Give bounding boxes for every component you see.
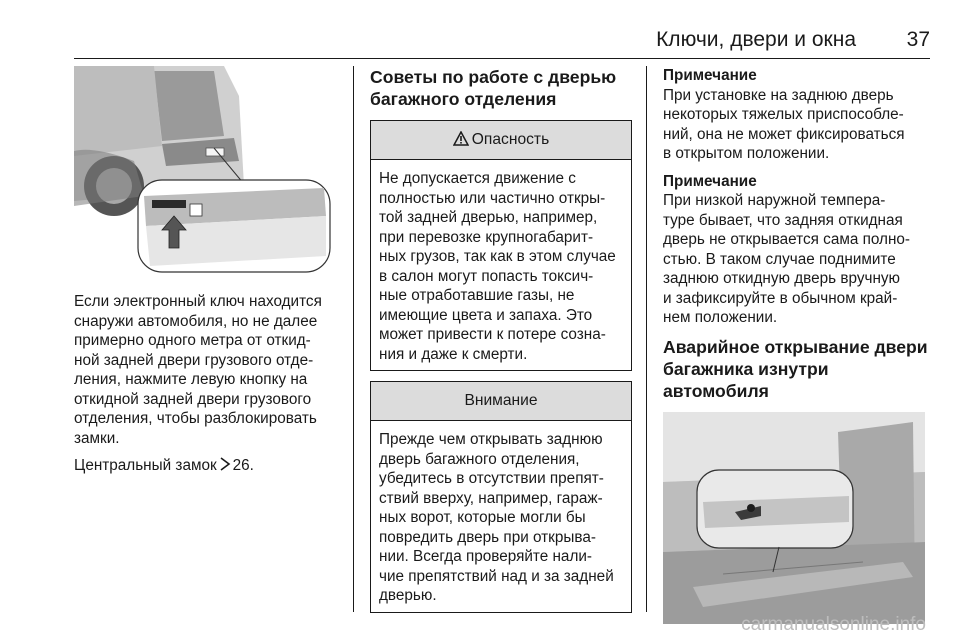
- danger-box-text: Не допускается движение с полностью или частично откры- той задней дверью, например, при перевозке крупногабарит- ных грузов, так как в этом случае в салон могут попасть токсич- ные отработавшие газы, не имеющие цвета и запаха. Это может привести к потере созна- ния и даже к смерти.: [379, 170, 616, 363]
- tailgate-unlock-paragraph: Если электронный ключ находится снаружи автомобиля, но не далее примерно одного метра от откид- ной задней двери грузового отде- ления, нажмите левую кнопку на откидной задней двери грузового отделения, чтобы разблокировать замки.: [74, 293, 322, 447]
- page-number: 37: [906, 28, 930, 51]
- danger-box-header: [371, 121, 631, 160]
- watermark: carmanualsonline.info: [741, 614, 926, 635]
- header-divider: [74, 58, 930, 59]
- central-lock-text: Центральный замок: [74, 457, 217, 474]
- note-1-text: При установке на заднюю дверь некоторых тяжелых приспособле- ний, она не может фиксироваться в открытом положении.: [663, 86, 905, 162]
- section-heading-emergency-opening: Аварийное открывание двери багажника изнутри автомобиля: [663, 336, 928, 401]
- column-2: [370, 66, 632, 623]
- central-lock-reference: [74, 456, 338, 477]
- central-lock-page: 26.: [232, 457, 254, 474]
- note-1-label: Примечание: [663, 67, 757, 84]
- column-divider-left: [353, 66, 354, 612]
- column-1: [74, 66, 338, 485]
- section-heading-tailgate-tips: Советы по работе с дверью багажного отделения: [370, 67, 617, 109]
- column-divider-right: [646, 66, 647, 612]
- caution-box-text: Прежде чем открывать заднюю дверь багажного отделения, убедитесь в отсутствии препят- ствий вверху, например, гараж- ных ворот, которые могли бы повредить дверь при открыва- нии. Всегда проверяйте нали- чие препятствий над и за задней дверью.: [379, 431, 614, 604]
- tailgate-button-illustration: [74, 66, 332, 276]
- emergency-release-illustration: [663, 412, 925, 624]
- page-reference-icon: [219, 457, 231, 477]
- danger-box-title: Опасность: [471, 131, 550, 148]
- note-2-label: Примечание: [663, 172, 757, 190]
- caution-box: [370, 381, 632, 613]
- warning-triangle-icon: [453, 123, 469, 161]
- column-3: [663, 66, 928, 624]
- caution-box-title: Внимание: [371, 382, 631, 421]
- page-header-title: Ключи, двери и окна: [656, 28, 856, 51]
- danger-box: [370, 120, 632, 371]
- note-2-text: При низкой наружной темпера- туре бывает, что задняя откидная дверь не открывается сама полно- стью. В таком случае поднимите заднюю откидную дверь вручную и зафиксируйте в обычном край- нем положении.: [663, 192, 911, 326]
